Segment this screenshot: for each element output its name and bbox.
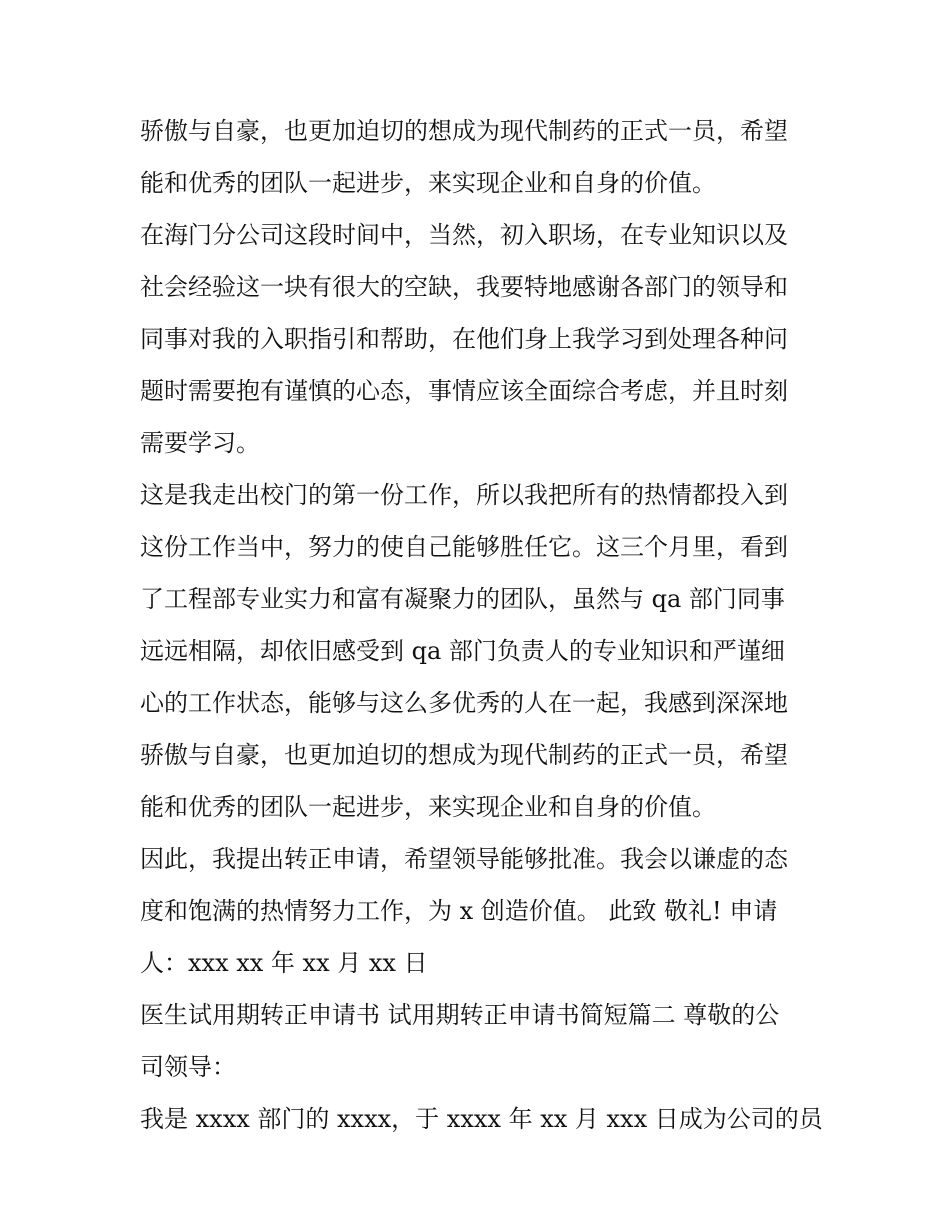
text-line: 心的工作状态，能够与这么多优秀的人在一起，我感到深深地 [140, 689, 788, 717]
text-line: 骄傲与自豪，也更加迫切的想成为现代制药的正式一员，希望 [140, 117, 788, 145]
text-line: 题时需要抱有谨慎的心态，事情应该全面综合考虑，并且时刻 [140, 377, 788, 405]
text-line: 需要学习。 [140, 429, 260, 457]
text-line: 医生试用期转正申请书 试用期转正申请书简短篇二 尊敬的公 [140, 1001, 780, 1029]
text-line: 度和饱满的热情努力工作，为 x 创造价值。 此致 敬礼! 申请 [140, 897, 778, 925]
text-line: 在海门分公司这段时间中，当然，初入职场，在专业知识以及 [140, 221, 788, 249]
text-line: 司领导： [140, 1053, 236, 1081]
text-line: 远远相隔，却依旧感受到 qa 部门负责人的专业知识和严谨细 [140, 637, 785, 665]
text-line: 社会经验这一块有很大的空缺，我要特地感谢各部门的领导和 [140, 273, 788, 301]
text-line: 这份工作当中，努力的使自己能够胜任它。这三个月里，看到 [140, 533, 788, 561]
text-line: 因此，我提出转正申请，希望领导能够批准。我会以谦虚的态 [140, 845, 788, 873]
text-line: 了工程部专业实力和富有凝聚力的团队，虽然与 qa 部门同事 [140, 585, 785, 613]
text-line: 我是 xxxx 部门的 xxxx，于 xxxx 年 xx 月 xxx 日成为公司的员 [140, 1105, 823, 1133]
text-line: 同事对我的入职指引和帮助，在他们身上我学习到处理各种问 [140, 325, 788, 353]
text-line: 能和优秀的团队一起进步，来实现企业和自身的价值。 [140, 169, 716, 197]
text-line: 这是我走出校门的第一份工作，所以我把所有的热情都投入到 [140, 481, 788, 509]
text-line: 人：xxx xx 年 xx 月 xx 日 [140, 949, 428, 977]
text-line: 能和优秀的团队一起进步，来实现企业和自身的价值。 [140, 793, 716, 821]
text-line: 骄傲与自豪，也更加迫切的想成为现代制药的正式一员，希望 [140, 741, 788, 769]
